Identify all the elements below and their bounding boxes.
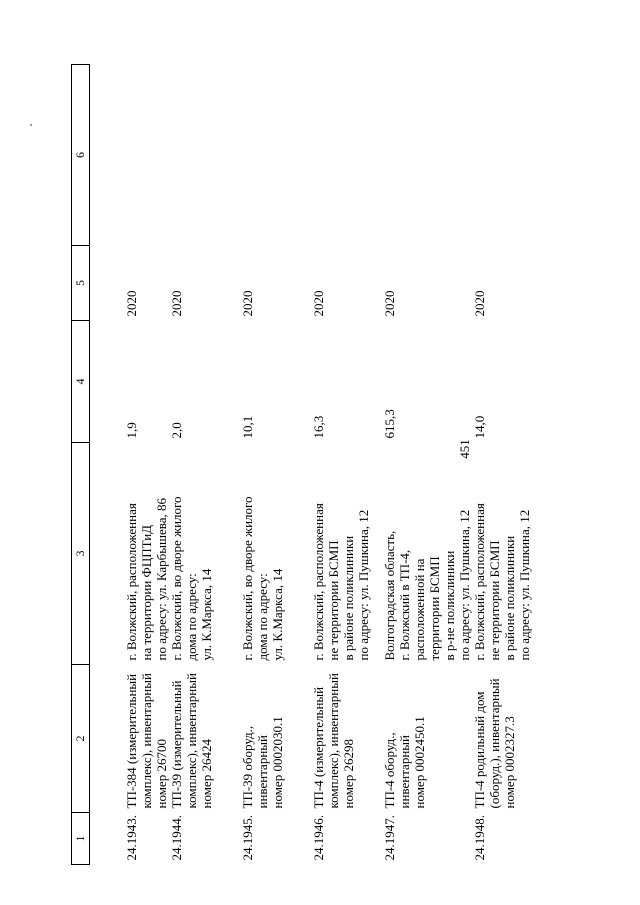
address-cell-line: в р-не поликлиники [442,550,457,661]
object-name-cell-line: ТП-39 (измерительный [169,680,184,809]
header-cell: 4 [72,321,90,443]
address-cell-line: в районе поликлиники [341,535,356,661]
object-name-cell-line: ТП-4 (измерительный [311,686,326,809]
table-row [169,65,240,865]
year-cell: 2020 [382,290,397,317]
address-cell-line: по адресу: ул. Пушкина, 12 [517,509,532,661]
address-cell-line: не территории БСМП [487,540,502,661]
year-cell: 2020 [124,290,139,317]
note-cell [169,65,240,246]
object-name-cell-line: ТП-384 (измерительный [124,673,139,809]
object-name-cell-line: комплекс), инвентарный [184,673,199,809]
page-number: 451 [457,439,472,459]
object-name-cell [90,665,170,813]
row-number-cell: 24.1947. [382,815,397,861]
register-table [71,64,543,865]
address-cell-line: расположенной на [412,558,427,661]
address-cell-line: по адресу: ул. Пушкина, 12 [356,509,371,661]
object-name-cell-line: номер 26424 [199,739,214,809]
address-cell-line: по адресу: ул. Пушкина, 12 [457,509,472,661]
address-cell-line: в районе поликлиники [502,535,517,661]
address-cell [90,443,170,665]
value-cell: 615,3 [382,409,397,439]
address-cell-line: г. Волжский, расположенная [472,503,487,661]
address-cell-line: г. Волжский, во дворе жилого [240,496,255,661]
note-cell [382,65,472,246]
object-name-cell-line: комплекс), инвентарный [139,673,154,809]
header-cell: 5 [72,246,90,321]
object-name-cell-line: (оборуд.), инвентарный [487,678,502,809]
object-name-cell-line: номер 0002450.1 [412,716,427,809]
address-cell [169,443,240,665]
address-cell-line: г. Волжский, расположенная [124,503,139,661]
table-row [240,65,311,865]
value-cell: 1,9 [124,422,139,439]
row-number-cell: 24.1944. [169,815,184,861]
address-cell-line: ул. К.Маркса, 14 [270,568,285,661]
note-cell [240,65,311,246]
value-cell: 16,3 [311,415,326,439]
object-name-cell [169,665,240,813]
note-cell [311,65,382,246]
object-name-cell-line: ТП-4 оборуд., инвентарный [382,732,412,809]
address-cell [472,443,543,665]
header-cell: 6 [72,65,90,246]
table-row [472,65,543,865]
header-cell: 2 [72,665,90,813]
address-cell-line: не территории БСМП [326,540,341,661]
object-name-cell-line: ТП-4 родильный дом [472,691,487,809]
table-row [311,65,382,865]
header-cell: 1 [72,813,90,865]
object-name-cell [240,665,311,813]
row-number-cell: 24.1945. [240,815,255,861]
address-cell [311,443,382,665]
value-cell: 14,0 [472,415,487,439]
object-name-cell-line: ТП-39 оборуд., инвентарный [240,725,270,809]
header-row [72,65,90,865]
address-cell-line: г. Волжский, во дворе жилого [169,496,184,661]
address-cell [240,443,311,665]
year-cell: 2020 [311,290,326,317]
object-name-cell-line: комплекс), инвентарный [326,673,341,809]
row-number-cell: 24.1943. [124,815,139,861]
address-cell-line: г. Волжский в ТП-4, [397,549,412,661]
header-cell: 3 [72,443,90,665]
object-name-cell [472,665,543,813]
year-cell: 2020 [169,290,184,317]
object-name-cell-line: номер 0002327.3 [502,716,517,809]
value-cell: 2,0 [169,422,184,439]
address-cell-line: дома по адресу: [255,573,270,661]
object-name-cell-line: номер 0002030.1 [270,716,285,809]
row-number-cell: 24.1948. [472,815,487,861]
address-cell-line: территории БСМП [427,556,442,661]
year-cell: 2020 [240,290,255,317]
address-cell-line: ул. К.Маркса, 14 [199,568,214,661]
table-row [382,65,472,865]
object-name-cell [311,665,382,813]
address-cell-line: г. Волжский, расположенная [311,503,326,661]
object-name-cell [382,665,472,813]
note-cell [90,65,170,246]
address-cell [382,443,472,665]
note-cell [472,65,543,246]
row-number-cell: 24.1946. [311,815,326,861]
address-cell-line: по адресу: ул. Карбышева, 86 [154,497,169,661]
object-name-cell-line: номер 26298 [341,739,356,809]
address-cell-line: Волгоградская область, [382,530,397,661]
address-cell-line: на территории ФЦПТиД [139,524,154,661]
value-cell: 10,1 [240,415,255,439]
year-cell: 2020 [472,290,487,317]
table-row [90,65,170,865]
object-name-cell-line: номер 26700 [154,739,169,809]
address-cell-line: дома по адресу: [184,573,199,661]
